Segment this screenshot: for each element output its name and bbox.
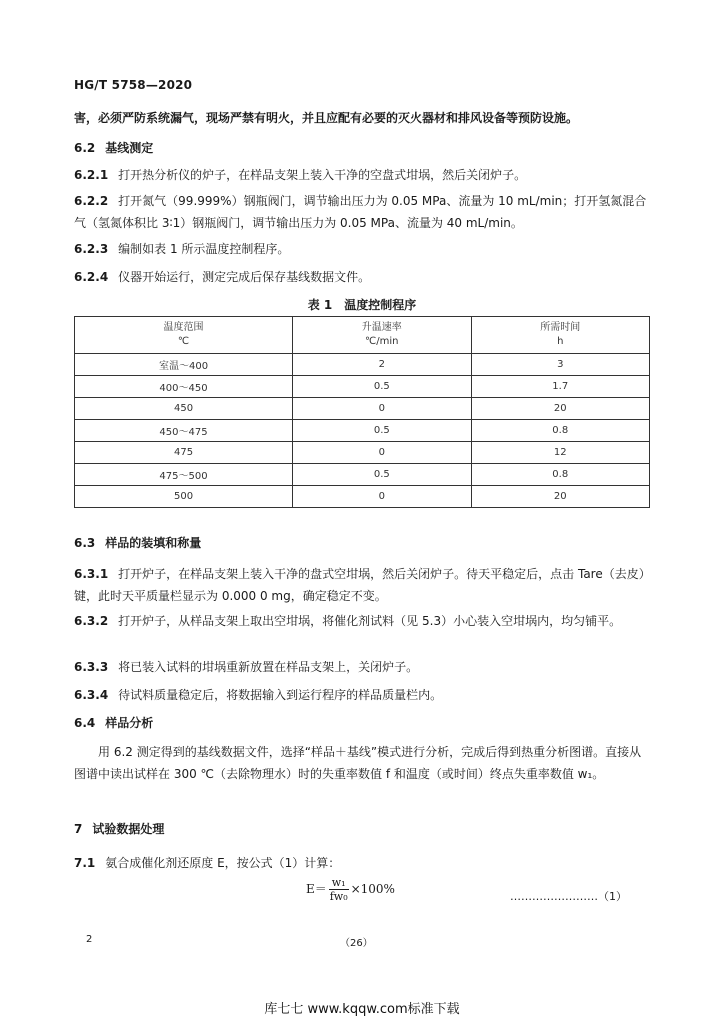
clause-6-2-3: [74, 241, 289, 257]
formula-fraction: [329, 876, 349, 903]
table-row: 室温～400 2 3: [75, 354, 650, 376]
section-title: 样品分析: [105, 716, 154, 730]
section-6-4-paragraph: 用 6.2 测定得到的基线数据文件，选择“样品＋基线”模式进行分析，完成后得到热重分析图谱。直接从图谱中读出试样在 300 ℃（去除物理水）时的失重率数值 f 和温度（或时间）终点失重率数值 w₁。: [74, 745, 642, 781]
clause-text: 仪器开始运行，测定完成后保存基线数据文件。: [118, 270, 371, 284]
clause-7-1: [74, 855, 340, 871]
temperature-control-table: [74, 316, 650, 508]
clause-number: 6.2.2: [74, 194, 109, 208]
clause-text: 待试料质量稳定后，将数据输入到运行程序的样品质量栏内。: [118, 688, 443, 702]
clause-6-3-1: [74, 563, 648, 607]
formula-rhs: ×100%: [350, 882, 395, 896]
table-row: 400～450 0.5 1.7: [75, 376, 650, 398]
formula-1: [306, 876, 395, 903]
section-title: 基线测定: [105, 141, 154, 155]
clause-text: 将已装入试料的坩埚重新放置在样品支架上，关闭炉子。: [118, 660, 419, 674]
clause-number: 6.2.1: [74, 168, 109, 182]
clause-number: 6.3.2: [74, 614, 109, 628]
section-number: 7: [74, 822, 83, 836]
formula-numerator: w₁: [329, 876, 349, 890]
section-heading-6-2: [74, 140, 153, 156]
clause-number: 6.3.3: [74, 660, 109, 674]
section-heading-6-4: [74, 715, 153, 731]
clause-number: 7.1: [74, 856, 96, 870]
clause-text: 编制如表 1 所示温度控制程序。: [118, 242, 290, 256]
section-title: 样品的装填和称量: [105, 536, 202, 550]
clause-text: 打开炉子，从样品支架上取出空坩埚，将催化剂试料（见 5.3）小心装入空坩埚内，均匀铺平。: [118, 614, 622, 628]
clause-6-3-2: [74, 610, 648, 632]
section-number: 6.2: [74, 141, 96, 155]
clause-6-2-4: [74, 269, 370, 285]
clause-number: 6.3.1: [74, 567, 109, 581]
standard-id: HG/T 5758—2020: [74, 78, 193, 92]
table-caption: 表 1 温度控制程序: [307, 298, 417, 312]
clause-text: 打开氮气（99.999%）钢瓶阀门，调节输出压力为 0.05 MPa、流量为 10 mL/min；打开氢氮混合气（氢氮体积比 3∶1）钢瓶阀门，调节输出压力为 0.05 MPa、流量为 40 mL/min。: [74, 194, 647, 230]
equation-number: [510, 888, 627, 904]
page-mark: （26）: [340, 938, 373, 949]
page-number: 2: [86, 934, 93, 945]
formula-lhs: E＝: [306, 882, 327, 896]
section-number: 6.3: [74, 536, 96, 550]
clause-number: 6.2.4: [74, 270, 109, 284]
clause-6-3-4: [74, 687, 442, 703]
clause-text: 打开炉子，在样品支架上装入干净的盘式空坩埚，然后关闭炉子。待天平稳定后，点击 Tare（去皮）键，此时天平质量栏显示为 0.000 0 mg，确定稳定不变。: [74, 567, 645, 603]
clause-6-2-2: [74, 190, 648, 234]
section-title: 试验数据处理: [92, 822, 165, 836]
column-header: 所需时间 h: [471, 317, 649, 354]
clause-number: 6.3.4: [74, 688, 109, 702]
clause-text: 打开热分析仪的炉子，在样品支架上装入干净的空盘式坩埚，然后关闭炉子。: [118, 168, 527, 182]
column-header: 升温速率 ℃/min: [293, 317, 471, 354]
clause-text: 氨合成催化剂还原度 E，按公式（1）计算：: [105, 856, 341, 870]
formula-denominator: fw₀: [329, 890, 348, 903]
leader-dots: ……………………: [510, 890, 598, 903]
section-number: 6.4: [74, 716, 96, 730]
footer-source: 库七七 www.kqqw.com标准下载: [264, 1002, 460, 1017]
clause-number: 6.2.3: [74, 242, 109, 256]
table-row: 450 0 20: [75, 398, 650, 420]
clause-6-3-3: [74, 659, 418, 675]
intro-line: 害，必须严防系统漏气，现场严禁有明火，并且应配有必要的灭火器材和排风设备等预防设施。: [74, 111, 579, 125]
column-header: 温度范围 ℃: [75, 317, 293, 354]
table-row: 450～475 0.5 0.8: [75, 420, 650, 442]
table-row: 475 0 12: [75, 442, 650, 464]
clause-6-2-1: [74, 167, 526, 183]
table-row: 475～500 0.5 0.8: [75, 464, 650, 486]
table-row: 500 0 20: [75, 486, 650, 508]
equation-label: （1）: [598, 890, 627, 903]
section-heading-6-3: [74, 535, 201, 551]
section-heading-7: [74, 821, 164, 837]
